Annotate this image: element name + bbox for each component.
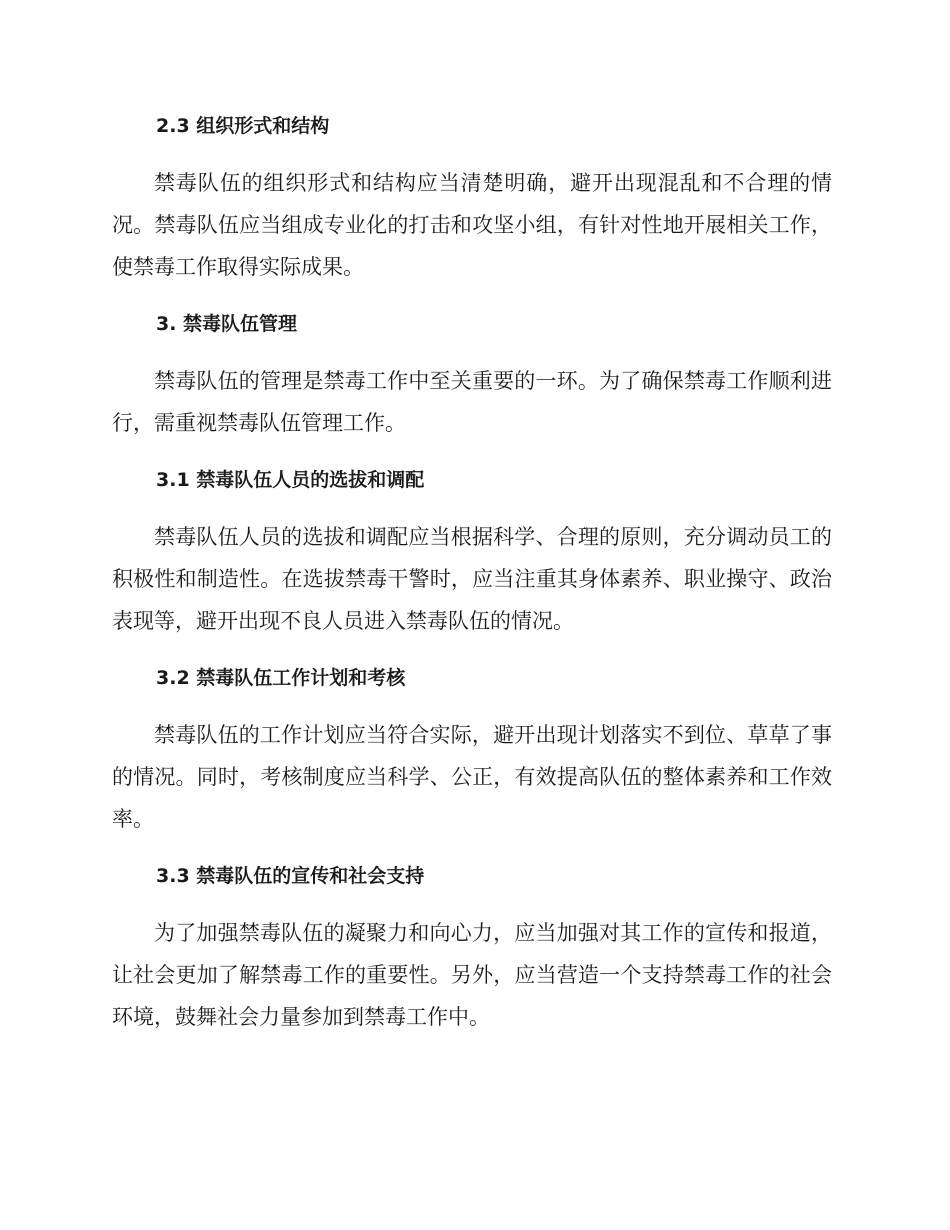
- section-paragraph-2-3: 禁毒队伍的组织形式和结构应当清楚明确，避开出现混乱和不合理的情况。禁毒队伍应当组成专业化的打击和攻坚小组，有针对性地开展相关工作，使禁毒工作取得实际成果。: [112, 171, 832, 279]
- section-paragraph-3-2: 禁毒队伍的工作计划应当符合实际，避开出现计划落实不到位、草草了事的情况。同时，考核制度应当科学、公正，有效提高队伍的整体素养和工作效率。: [112, 723, 832, 831]
- section-paragraph-3: 禁毒队伍的管理是禁毒工作中至关重要的一环。为了确保禁毒工作顺利进行，需重视禁毒队伍管理工作。: [112, 369, 832, 435]
- section-heading-3-3: 3.3 禁毒队伍的宣传和社会支持: [156, 865, 425, 887]
- section-paragraph-3-1: 禁毒队伍人员的选拔和调配应当根据科学、合理的原则，充分调动员工的积极性和制造性。在选拔禁毒干警时，应当注重其身体素养、职业操守、政治表现等，避开出现不良人员进入禁毒队伍的情况。: [112, 525, 832, 633]
- section-paragraph-3-3: 为了加强禁毒队伍的凝聚力和向心力，应当加强对其工作的宣传和报道，让社会更加了解禁毒工作的重要性。另外，应当营造一个支持禁毒工作的社会环境，鼓舞社会力量参加到禁毒工作中。: [112, 921, 832, 1029]
- section-heading-3-2: 3.2 禁毒队伍工作计划和考核: [156, 667, 406, 689]
- section-heading-3-1: 3.1 禁毒队伍人员的选拔和调配: [156, 469, 425, 491]
- document-page: [112, 106, 832, 1054]
- section-heading-2-3: 2.3 组织形式和结构: [156, 115, 330, 137]
- section-heading-3: 3. 禁毒队伍管理: [156, 313, 298, 335]
